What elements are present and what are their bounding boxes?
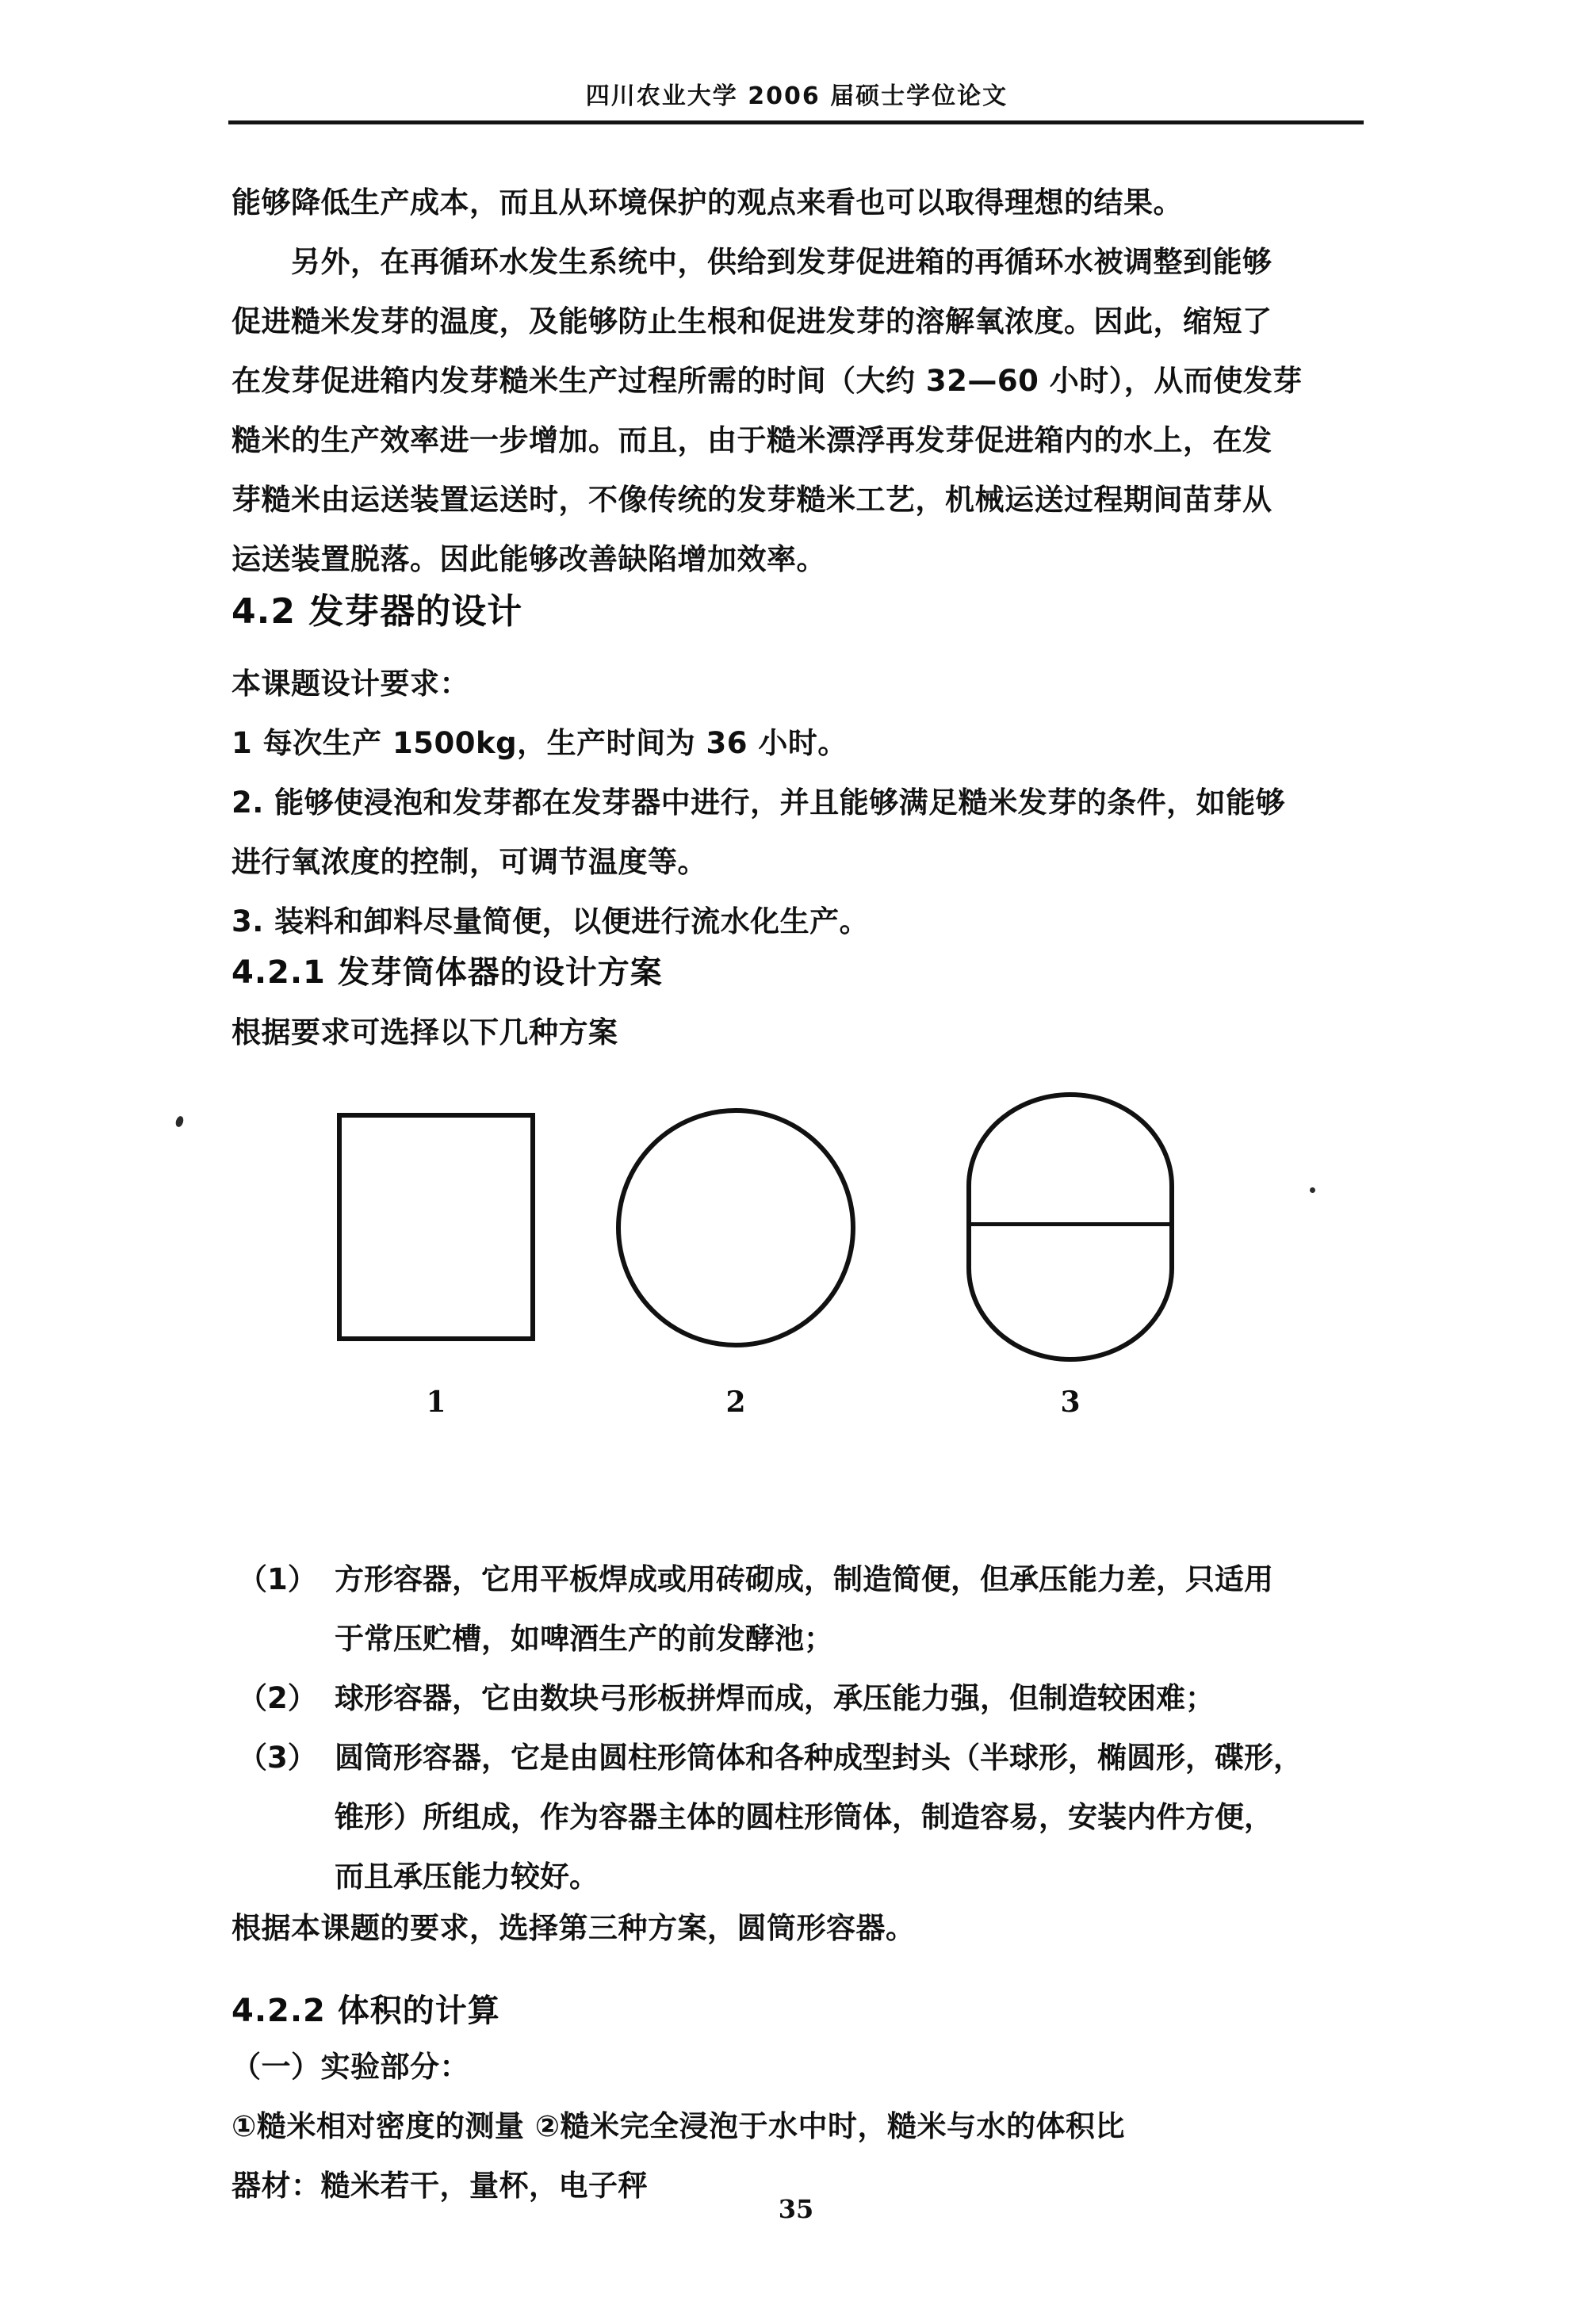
list-item-line: 圆筒形容器，它是由圆柱形筒体和各种成型封头（半球形，椭圆形，碟形， <box>335 1741 1303 1775</box>
list-item-line: 方形容器，它用平板焊成或用砖砌成，制造简便，但承压能力差，只适用 <box>335 1562 1273 1596</box>
figure-label-3: 3 <box>1060 1386 1081 1419</box>
figure-label-1: 1 <box>426 1386 446 1419</box>
list-item <box>238 1728 1380 1906</box>
paragraph-line: 能够降低生产成本，而且从环境保护的观点来看也可以取得理想的结果。 <box>232 185 1183 220</box>
requirement-item: 3. 装料和卸料尽量简便，以便进行流水化生产。 <box>232 904 870 938</box>
conclusion-block <box>232 1898 1373 1958</box>
figure-label-2: 2 <box>725 1386 746 1419</box>
paragraph-continuation <box>232 173 1373 232</box>
header-rule-divider <box>228 120 1364 124</box>
list-item-text <box>335 1728 1380 1906</box>
cylindrical-vessel-divider-line <box>966 1222 1174 1226</box>
scheme-intro-block <box>232 1003 1373 1062</box>
list-item-line: 球形容器，它由数块弓形板拼焊而成，承压能力强，但制造较困难； <box>335 1681 1215 1715</box>
container-options-list <box>238 1550 1380 1906</box>
section-heading-4-2-2: 4.2.2 体积的计算 <box>232 1993 500 2029</box>
equipment-line: 器材：糙米若干，量杯，电子秤 <box>232 2169 648 2203</box>
shape-spherical-vessel <box>616 1108 855 1347</box>
shape-rectangle-vessel <box>337 1113 535 1341</box>
vessel-shapes-figure <box>232 1086 1373 1490</box>
page-number: 35 <box>778 2194 814 2224</box>
experiment-part-label: （一）实验部分： <box>232 2050 469 2084</box>
shape-cylindrical-vessel <box>966 1092 1174 1362</box>
list-item-marker: （2） <box>238 1681 317 1715</box>
list-item-line: 锥形）所组成，作为容器主体的圆柱形筒体，制造容易，安装内件方便， <box>335 1800 1273 1834</box>
paragraph-line: 糙米的生产效率进一步增加。而且，由于糙米漂浮再发芽促进箱内的水上，在发 <box>232 423 1272 457</box>
scan-speck-artifact <box>1310 1187 1315 1193</box>
list-item-marker: （1） <box>238 1562 317 1596</box>
paragraph-line: 在发芽促进箱内发芽糙米生产过程所需的时间（大约 32—60 小时），从而使发芽 <box>232 364 1303 398</box>
paragraph-line: 促进糙米发芽的温度，及能够防止生根和促进发芽的溶解氧浓度。因此，缩短了 <box>232 304 1272 338</box>
section-heading-4-2-1: 4.2.1 发芽筒体器的设计方案 <box>232 954 663 991</box>
list-item <box>238 1668 1380 1728</box>
list-item-text <box>335 1550 1380 1668</box>
list-item-marker: （3） <box>238 1741 317 1775</box>
requirements-intro: 本课题设计要求： <box>232 667 469 701</box>
list-item-line: 而且承压能力较好。 <box>335 1860 599 1894</box>
requirement-item: 2. 能够使浸泡和发芽都在发芽器中进行，并且能够满足糙米发芽的条件，如能够 <box>232 785 1286 820</box>
running-header-title: 四川农业大学 2006 届硕士学位论文 <box>585 82 1008 110</box>
design-requirements-block <box>232 654 1373 951</box>
list-item <box>238 1550 1380 1668</box>
paragraph-line: 另外，在再循环水发生系统中，供给到发芽促进箱的再循环水被调整到能够 <box>291 245 1272 279</box>
paragraph-line: 芽糙米由运送装置运送时，不像传统的发芽糙米工艺，机械运送过程期间苗芽从 <box>232 483 1272 517</box>
list-item-line: 于常压贮槽，如啤酒生产的前发酵池； <box>335 1622 833 1656</box>
requirement-item: 进行氧浓度的控制，可调节温度等。 <box>232 845 707 879</box>
experiment-items-line: ①糙米相对密度的测量 ②糙米完全浸泡于水中时，糙米与水的体积比 <box>232 2109 1126 2143</box>
paragraph-line: 运送装置脱落。因此能够改善缺陷增加效率。 <box>232 542 826 576</box>
volume-calculation-block <box>232 2037 1373 2215</box>
scheme-intro-line: 根据要求可选择以下几种方案 <box>232 1015 618 1049</box>
scan-speck-artifact <box>174 1115 185 1128</box>
section-heading-4-2: 4.2 发芽器的设计 <box>232 591 523 632</box>
paragraph-recirculating-water <box>232 232 1373 589</box>
requirement-item: 1 每次生产 1500kg，生产时间为 36 小时。 <box>232 726 848 760</box>
list-item-text <box>335 1668 1380 1728</box>
conclusion-line: 根据本课题的要求，选择第三种方案，圆筒形容器。 <box>232 1911 916 1945</box>
